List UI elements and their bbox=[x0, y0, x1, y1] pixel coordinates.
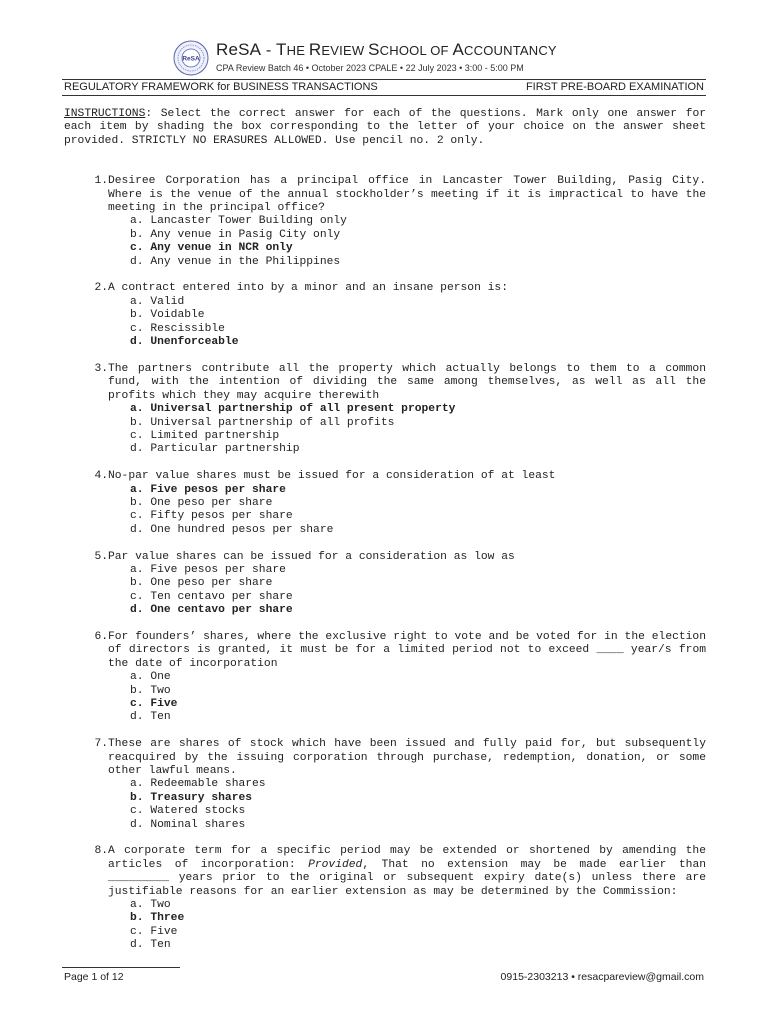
choice-answer: a. Five pesos per share bbox=[130, 483, 286, 496]
choice-item: a. Redeemable shares bbox=[130, 778, 266, 791]
choice-item: a. One bbox=[130, 671, 171, 684]
header-divider-bottom bbox=[62, 95, 706, 96]
choice-list bbox=[108, 564, 706, 618]
school-title: ReSA - THE REVIEW SCHOOL OF ACCOUNTANCY bbox=[216, 40, 557, 59]
question-text: No-par value shares must be issued for a consideration of at least bbox=[108, 470, 556, 483]
choice-answer: d. One centavo per share bbox=[130, 604, 293, 617]
question-8 bbox=[64, 845, 706, 952]
question-5 bbox=[64, 551, 706, 618]
choice-item: b. Two bbox=[130, 684, 171, 697]
footer-divider bbox=[62, 967, 180, 968]
choice-list bbox=[108, 215, 706, 269]
choice-list bbox=[108, 671, 706, 725]
choice-answer: c. Five bbox=[130, 697, 178, 710]
choice-list bbox=[108, 484, 706, 538]
choice-item: a. Valid bbox=[130, 295, 185, 308]
subject-title: REGULATORY FRAMEWORK for BUSINESS TRANSACTIONS bbox=[64, 81, 378, 93]
question-3 bbox=[64, 363, 706, 457]
question-text: For founders’ shares, where the exclusive right to vote and be voted for in the election of directors is granted, it must be for a limited period not to exceed ____ year/s from the date of incorporation bbox=[108, 630, 706, 670]
choice-item: c. Watered stocks bbox=[130, 805, 246, 818]
contact-info: 0915-2303213 • resacpareview@gmail.com bbox=[500, 971, 704, 983]
question-number: 8. bbox=[94, 845, 108, 858]
choice-item: a. Five pesos per share bbox=[130, 563, 286, 576]
choice-list bbox=[108, 403, 706, 457]
question-number: 5. bbox=[94, 550, 108, 563]
choice-list bbox=[108, 899, 706, 953]
exam-content bbox=[64, 108, 706, 966]
choice-item: d. Nominal shares bbox=[130, 818, 246, 831]
choice-item: c. Ten centavo per share bbox=[130, 590, 293, 603]
resa-logo-icon bbox=[173, 40, 209, 76]
question-text: Par value shares can be issued for a consideration as low as bbox=[108, 550, 515, 563]
choice-answer: b. Three bbox=[130, 912, 185, 925]
question-number: 2. bbox=[94, 282, 108, 295]
choice-answer: d. Unenforceable bbox=[130, 336, 239, 349]
instructions-label: INSTRUCTIONS bbox=[64, 108, 146, 120]
choice-answer: c. Any venue in NCR only bbox=[130, 242, 293, 255]
choice-item: b. Universal partnership of all profits bbox=[130, 416, 395, 429]
choice-item: c. Five bbox=[130, 925, 178, 938]
choice-item: d. One hundred pesos per share bbox=[130, 523, 334, 536]
header-divider-top bbox=[62, 79, 706, 80]
choice-item: a. Lancaster Tower Building only bbox=[130, 215, 347, 228]
question-7 bbox=[64, 738, 706, 832]
question-number: 7. bbox=[94, 738, 108, 751]
question-text: The partners contribute all the property which actually belongs to them to a common fund, with the intention of dividing the same among themselves, as well as all the profits which they may acquire therewith bbox=[108, 362, 706, 402]
choice-item: b. One peso per share bbox=[130, 577, 273, 590]
choice-item: b. Any venue in Pasig City only bbox=[130, 228, 341, 241]
svg-text:ReSA: ReSA bbox=[182, 55, 200, 63]
choice-item: d. Particular partnership bbox=[130, 443, 300, 456]
choice-item: c. Limited partnership bbox=[130, 429, 280, 442]
question-number: 1. bbox=[94, 175, 108, 188]
question-text: Desiree Corporation has a principal office in Lancaster Tower Building, Pasig City. Where is the venue of the annual stockholder’s meeting if it is impractical to have the meeting in the principal office? bbox=[108, 175, 706, 215]
choice-item: b. Voidable bbox=[130, 309, 205, 322]
choice-item: c. Rescissible bbox=[130, 322, 225, 335]
choice-answer: b. Treasury shares bbox=[130, 791, 253, 804]
question-number: 6. bbox=[94, 630, 108, 643]
choice-item: a. Two bbox=[130, 899, 171, 912]
choice-list bbox=[108, 296, 706, 350]
document-header bbox=[0, 36, 768, 76]
question-list bbox=[64, 175, 706, 832]
exam-title: FIRST PRE-BOARD EXAMINATION bbox=[525, 81, 704, 93]
question-6 bbox=[64, 631, 706, 725]
question-4 bbox=[64, 470, 706, 537]
choice-item: b. One peso per share bbox=[130, 496, 273, 509]
instructions bbox=[64, 108, 706, 148]
instructions-text: : Select the correct answer for each of the questions. Mark only one answer for each item by shading the box corresponding to the letter of your choice on the answer sheet provided. STRICTLY NO ERASURES ALLOWED. Use pencil no. 2 only. bbox=[64, 108, 706, 147]
question-number: 3. bbox=[94, 362, 108, 375]
choice-answer: a. Universal partnership of all present property bbox=[130, 403, 456, 416]
question-text: A contract entered into by a minor and an insane person is: bbox=[108, 282, 508, 295]
choice-item: c. Fifty pesos per share bbox=[130, 510, 293, 523]
question-2 bbox=[64, 282, 706, 349]
question-text: A corporate term for a specific period may be extended or shortened by amending the articles of incorporation: Provided, That no extension may be made earlier than _________ years prior to the original or subsequent expiry date(s) unless there are justifiable reasons for an earlier extension as may be determined by the Commission: bbox=[108, 845, 706, 898]
choice-item: d. Ten bbox=[130, 939, 171, 952]
question-1 bbox=[64, 175, 706, 269]
batch-subtitle: CPA Review Batch 46 • October 2023 CPALE • 22 July 2023 • 3:00 - 5:00 PM bbox=[216, 63, 524, 73]
page-number: Page 1 of 12 bbox=[64, 971, 124, 983]
choice-item: d. Any venue in the Philippines bbox=[130, 255, 341, 268]
choice-list bbox=[108, 778, 706, 832]
question-text: These are shares of stock which have been issued and fully paid for, but subsequently reacquired by the issuing corporation through purchase, redemption, donation, or some other lawful means. bbox=[108, 738, 706, 777]
choice-item: d. Ten bbox=[130, 711, 171, 724]
question-number: 4. bbox=[94, 470, 108, 483]
